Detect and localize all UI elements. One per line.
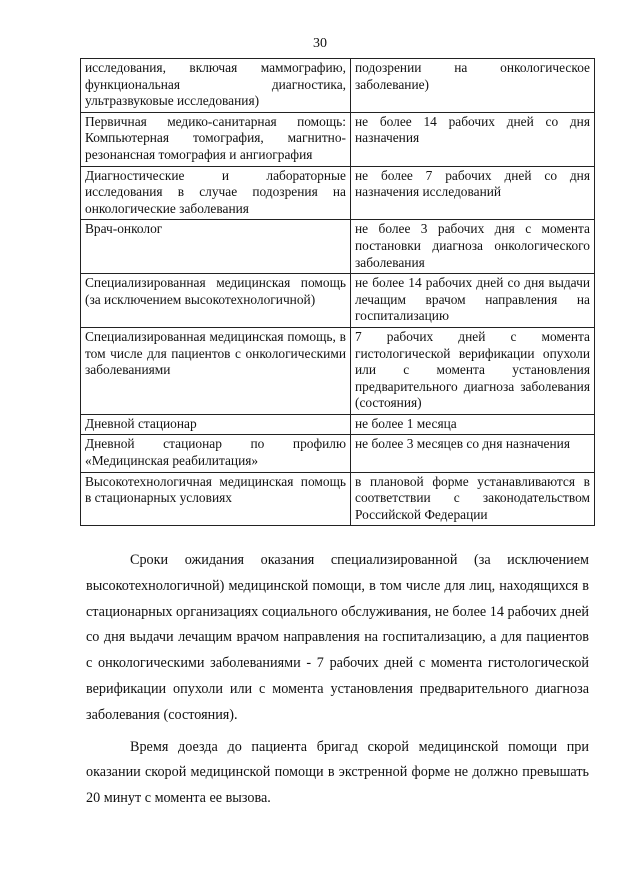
table-row <box>81 435 595 472</box>
table-cell-service: Специализированная медицинская помощь (за исключением высокотехнологичной) <box>81 274 351 328</box>
table-cell-term: 7 рабочих дней с момента гистологической верификации опухоли или с момента установления предварительного диагноза заболевания (состояния) <box>351 327 595 414</box>
paragraph-waiting-terms: Сроки ожидания оказания специализированной (за исключением высокотехнологичной) медицинской помощи, в том числе для лиц, находящихся в стационарных организациях социального обслуживания, не более 14 рабочих дней со дня выдачи лечащим врачом направления на госпитализацию, а для пациентов с онкологическими заболеваниями - 7 рабочих дней с момента гистологической верификации опухоли или с момента установления предварительного диагноза заболевания (состояния). <box>86 552 589 723</box>
table-cell-term: не более 7 рабочих дней со дня назначения исследований <box>351 166 595 220</box>
table-cell-service: Высокотехнологичная медицинская помощь в стационарных условиях <box>81 472 351 526</box>
page-number: 30 <box>313 36 327 51</box>
table-cell-service: Врач-онколог <box>81 220 351 274</box>
table-cell-term: не более 3 рабочих дня с момента постановки диагноза онкологического заболевания <box>351 220 595 274</box>
table-cell-term: в плановой форме устанавливаются в соответствии с законодательством Российской Федерации <box>351 472 595 526</box>
table-row <box>81 166 595 220</box>
table-row <box>81 472 595 526</box>
table-cell-term: не более 1 месяца <box>351 414 595 435</box>
table-cell-term: подозрении на онкологическое заболевание) <box>351 59 595 113</box>
table-cell-term: не более 3 месяцев со дня назначения <box>351 435 595 472</box>
table-row <box>81 327 595 414</box>
waiting-times-table <box>80 58 595 526</box>
table-row <box>81 112 595 166</box>
table-cell-service: Специализированная медицинская помощь, в том числе для пациентов с онкологическими заболеваниями <box>81 327 351 414</box>
table-cell-term: не более 14 рабочих дней со дня выдачи лечащим врачом направления на госпитализацию <box>351 274 595 328</box>
table-cell-service: Диагностические и лабораторные исследования в случае подозрения на онкологические заболевания <box>81 166 351 220</box>
table-cell-service: Первичная медико-санитарная помощь: Компьютерная томография, магнитно-резонансная томография и ангиография <box>81 112 351 166</box>
table-row <box>81 274 595 328</box>
table-cell-service: исследования, включая маммографию, функциональная диагностика, ультразвуковые исследования) <box>81 59 351 113</box>
table-row <box>81 59 595 113</box>
body-text <box>86 548 589 812</box>
table-cell-service: Дневной стационар <box>81 414 351 435</box>
table-cell-service: Дневной стационар по профилю «Медицинская реабилитация» <box>81 435 351 472</box>
table-cell-term: не более 14 рабочих дней со дня назначения <box>351 112 595 166</box>
table-row <box>81 220 595 274</box>
paragraph-ambulance-time: Время доезда до пациента бригад скорой медицинской помощи при оказании скорой медицинской помощи в экстренной форме не должно превышать 20 минут с момента ее вызова. <box>86 738 589 807</box>
table-row <box>81 414 595 435</box>
